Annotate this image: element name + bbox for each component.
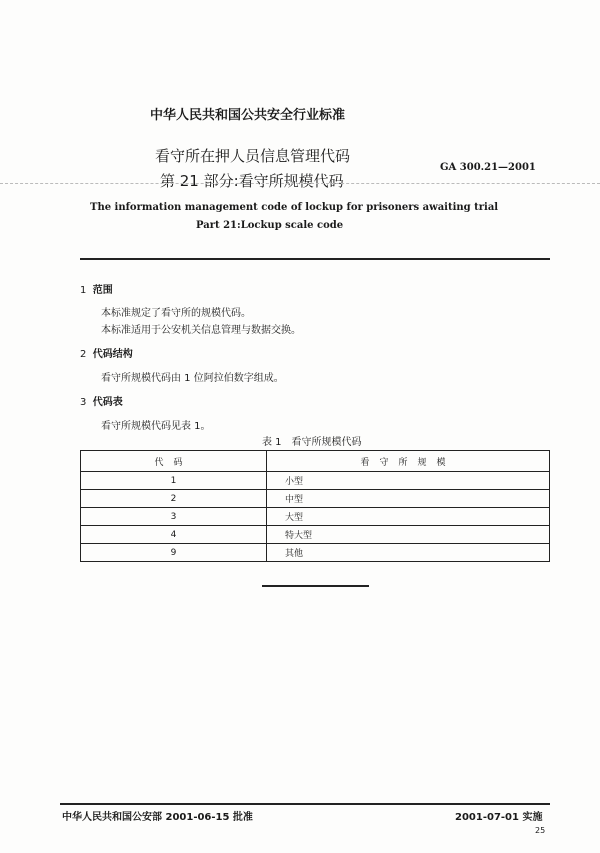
title-line-1: 看守所在押人员信息管理代码 [155, 147, 351, 165]
section-title: 范围 [92, 285, 113, 296]
table-header-row [81, 451, 550, 472]
table-row [81, 526, 550, 544]
paragraph: 看守所规模代码见表 1。 [101, 421, 211, 432]
code-cell: 4 [81, 526, 267, 544]
column-header-code: 代码 [81, 451, 267, 472]
code-cell: 9 [81, 544, 267, 562]
section-title: 代码表 [92, 397, 123, 408]
footer-rule [60, 803, 550, 805]
table-caption: 表 1 看守所规模代码 [262, 437, 362, 448]
table-row [81, 544, 550, 562]
table-row [81, 490, 550, 508]
scale-cell: 小型 [267, 472, 550, 490]
table-row [81, 472, 550, 490]
column-header-scale: 看守所规模 [267, 451, 550, 472]
code-cell: 2 [81, 490, 267, 508]
section-3 [80, 393, 123, 408]
section-number: 2 [80, 349, 87, 360]
english-title-line-2: Part 21:Lockup scale code [196, 220, 344, 231]
code-cell: 1 [81, 472, 267, 490]
section-title: 代码结构 [92, 349, 133, 360]
scale-cell: 大型 [267, 508, 550, 526]
scale-cell: 其他 [267, 544, 550, 562]
page-number: 25 [535, 826, 546, 835]
approval-date: 中华人民共和国公安部 2001-06-15 批准 [62, 812, 253, 823]
scale-cell: 特大型 [267, 526, 550, 544]
table-row [81, 508, 550, 526]
section-number: 1 [80, 285, 87, 296]
english-title-line-1: The information management code of lockup for prisoners awaiting trial [90, 202, 499, 213]
section-number: 3 [80, 397, 87, 408]
standard-number: GA 300.21—2001 [440, 162, 536, 173]
scale-cell: 中型 [267, 490, 550, 508]
end-rule [262, 585, 369, 587]
title-line-2: 第 21 部分:看守所规模代码 [160, 172, 344, 190]
implementation-date: 2001-07-01 实施 [455, 812, 543, 823]
header-rule [80, 258, 550, 260]
paragraph: 看守所规模代码由 1 位阿拉伯数字组成。 [101, 373, 284, 384]
scan-artifact-line [0, 183, 600, 184]
section-2 [80, 345, 133, 360]
code-table [80, 450, 550, 562]
agency-standard-heading: 中华人民共和国公共安全行业标准 [150, 108, 346, 123]
paragraph: 本标准规定了看守所的规模代码。 [101, 308, 251, 319]
paragraph: 本标准适用于公安机关信息管理与数据交换。 [101, 325, 301, 336]
section-1 [80, 281, 113, 296]
code-cell: 3 [81, 508, 267, 526]
